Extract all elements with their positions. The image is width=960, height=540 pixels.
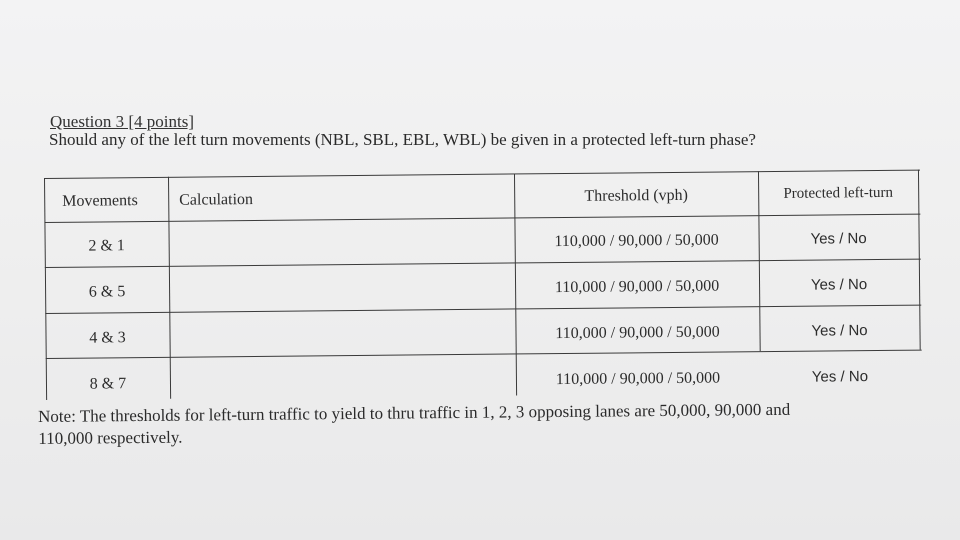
- row-calculation[interactable]: [176, 372, 506, 375]
- table-rule: [44, 214, 920, 224]
- row-threshold: 110,000 / 90,000 / 50,000: [555, 369, 721, 389]
- header-calculation: Calculation: [179, 190, 254, 209]
- table-rule: [46, 350, 922, 360]
- row-protected[interactable]: Yes / No: [811, 368, 869, 386]
- table-rule: [44, 170, 920, 180]
- row-protected[interactable]: Yes / No: [810, 276, 868, 294]
- row-threshold: 110,000 / 90,000 / 50,000: [554, 231, 719, 251]
- row-movement: 2 & 1: [88, 237, 125, 255]
- row-movement: 6 & 5: [88, 283, 126, 301]
- note-line-2: 110,000 respectively.: [38, 427, 183, 448]
- table-rule: [45, 259, 921, 269]
- row-movement: 8 & 7: [89, 375, 127, 393]
- header-threshold: Threshold (vph): [584, 186, 689, 205]
- header-movements: Movements: [62, 192, 138, 210]
- note-paragraph: [38, 398, 918, 450]
- row-protected[interactable]: Yes / No: [811, 322, 868, 340]
- row-protected[interactable]: Yes / No: [810, 230, 867, 248]
- row-movement: 4 & 3: [89, 329, 126, 347]
- question-text: Should any of the left turn movements (NBL, SBL, EBL, WBL) be given in a protected left-turn phase?: [49, 130, 756, 149]
- row-threshold: 110,000 / 90,000 / 50,000: [555, 323, 720, 343]
- row-calculation[interactable]: [175, 326, 505, 329]
- answer-table: [44, 170, 922, 400]
- header-protected: Protected left-turn: [783, 184, 894, 202]
- question-title: Question 3 [4 points]: [50, 112, 195, 131]
- row-threshold: 110,000 / 90,000 / 50,000: [554, 277, 720, 297]
- row-calculation[interactable]: [175, 234, 505, 237]
- table-rule: [45, 305, 921, 315]
- note-line-1: Note: The thresholds for left-turn traffic to yield to thru traffic in 1, 2, 3 opposing lanes are 50,000, 90,000 and: [38, 399, 791, 426]
- row-calculation[interactable]: [175, 280, 505, 283]
